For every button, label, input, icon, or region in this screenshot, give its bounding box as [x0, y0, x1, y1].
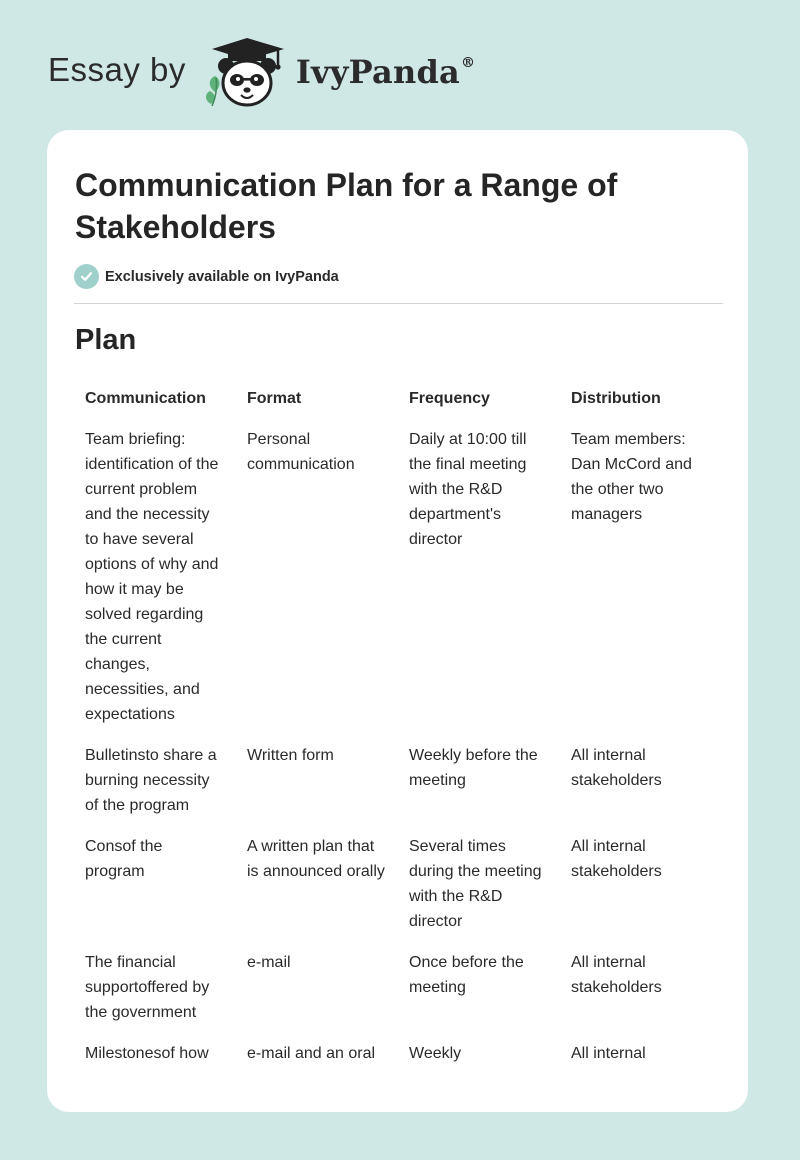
table-cell: All internal stakeholders	[571, 838, 662, 880]
table-cell: All internal stakeholders	[571, 747, 662, 789]
table-cell: Once before the meeting	[409, 954, 524, 996]
column-header-frequency: Frequency	[409, 390, 490, 407]
table-cell: Written form	[247, 747, 334, 764]
ivypanda-logo[interactable]	[204, 36, 475, 108]
table-row	[74, 427, 726, 743]
registered-mark: ®	[460, 55, 476, 72]
table-cell: Weekly	[409, 1045, 462, 1062]
table-cell: e-mail	[247, 954, 291, 971]
table-cell: Consof the program	[85, 838, 163, 880]
table-cell: A written plan that is announced orally	[247, 838, 385, 880]
table-cell: Personal communication	[247, 431, 355, 473]
table-cell: All internal	[571, 1045, 646, 1062]
column-header-distribution: Distribution	[571, 390, 661, 407]
brand-name	[296, 53, 475, 91]
table-cell: Several times during the meeting with the R&D director	[409, 838, 542, 930]
table-cell: Team members: Dan McCord and the other two managers	[571, 431, 692, 523]
site-header	[48, 36, 475, 108]
exclusive-label: Exclusively available on IvyPanda	[105, 268, 339, 285]
table-cell: All internal stakeholders	[571, 954, 662, 996]
table-cell: Team briefing: identification of the current problem and the necessity to have several options of why and how it may be solved regarding the current changes, necessities, and expectations	[85, 431, 219, 723]
table-header-row	[74, 376, 726, 427]
table-row	[74, 950, 726, 1041]
table-cell: Milestonesof how	[85, 1045, 209, 1062]
table-cell: e-mail and an oral	[247, 1045, 376, 1062]
essay-by-label: Essay by	[48, 51, 186, 88]
document-title: Communication Plan for a Range of Stakeholders	[75, 167, 618, 245]
table-cell: Daily at 10:00 till the final meeting with the R&D department's director	[409, 431, 527, 548]
column-header-format: Format	[247, 390, 302, 407]
table-row	[74, 743, 726, 834]
column-header-communication: Communication	[85, 390, 206, 407]
essay-card	[47, 130, 748, 1112]
check-icon	[74, 264, 99, 289]
table-cell: Bulletinsto share a burning necessity of the program	[85, 747, 217, 814]
brand-text: IvyPanda	[295, 53, 460, 91]
table-cell: Weekly before the meeting	[409, 747, 538, 789]
exclusive-badge	[74, 264, 339, 289]
table-row	[74, 1041, 726, 1082]
communication-plan-table	[74, 376, 726, 1082]
title-divider	[74, 303, 723, 304]
panda-graduate-icon	[204, 36, 290, 108]
table-cell: The financial supportoffered by the government	[85, 954, 210, 1021]
table-row	[74, 834, 726, 950]
section-heading-plan: Plan	[75, 324, 137, 356]
